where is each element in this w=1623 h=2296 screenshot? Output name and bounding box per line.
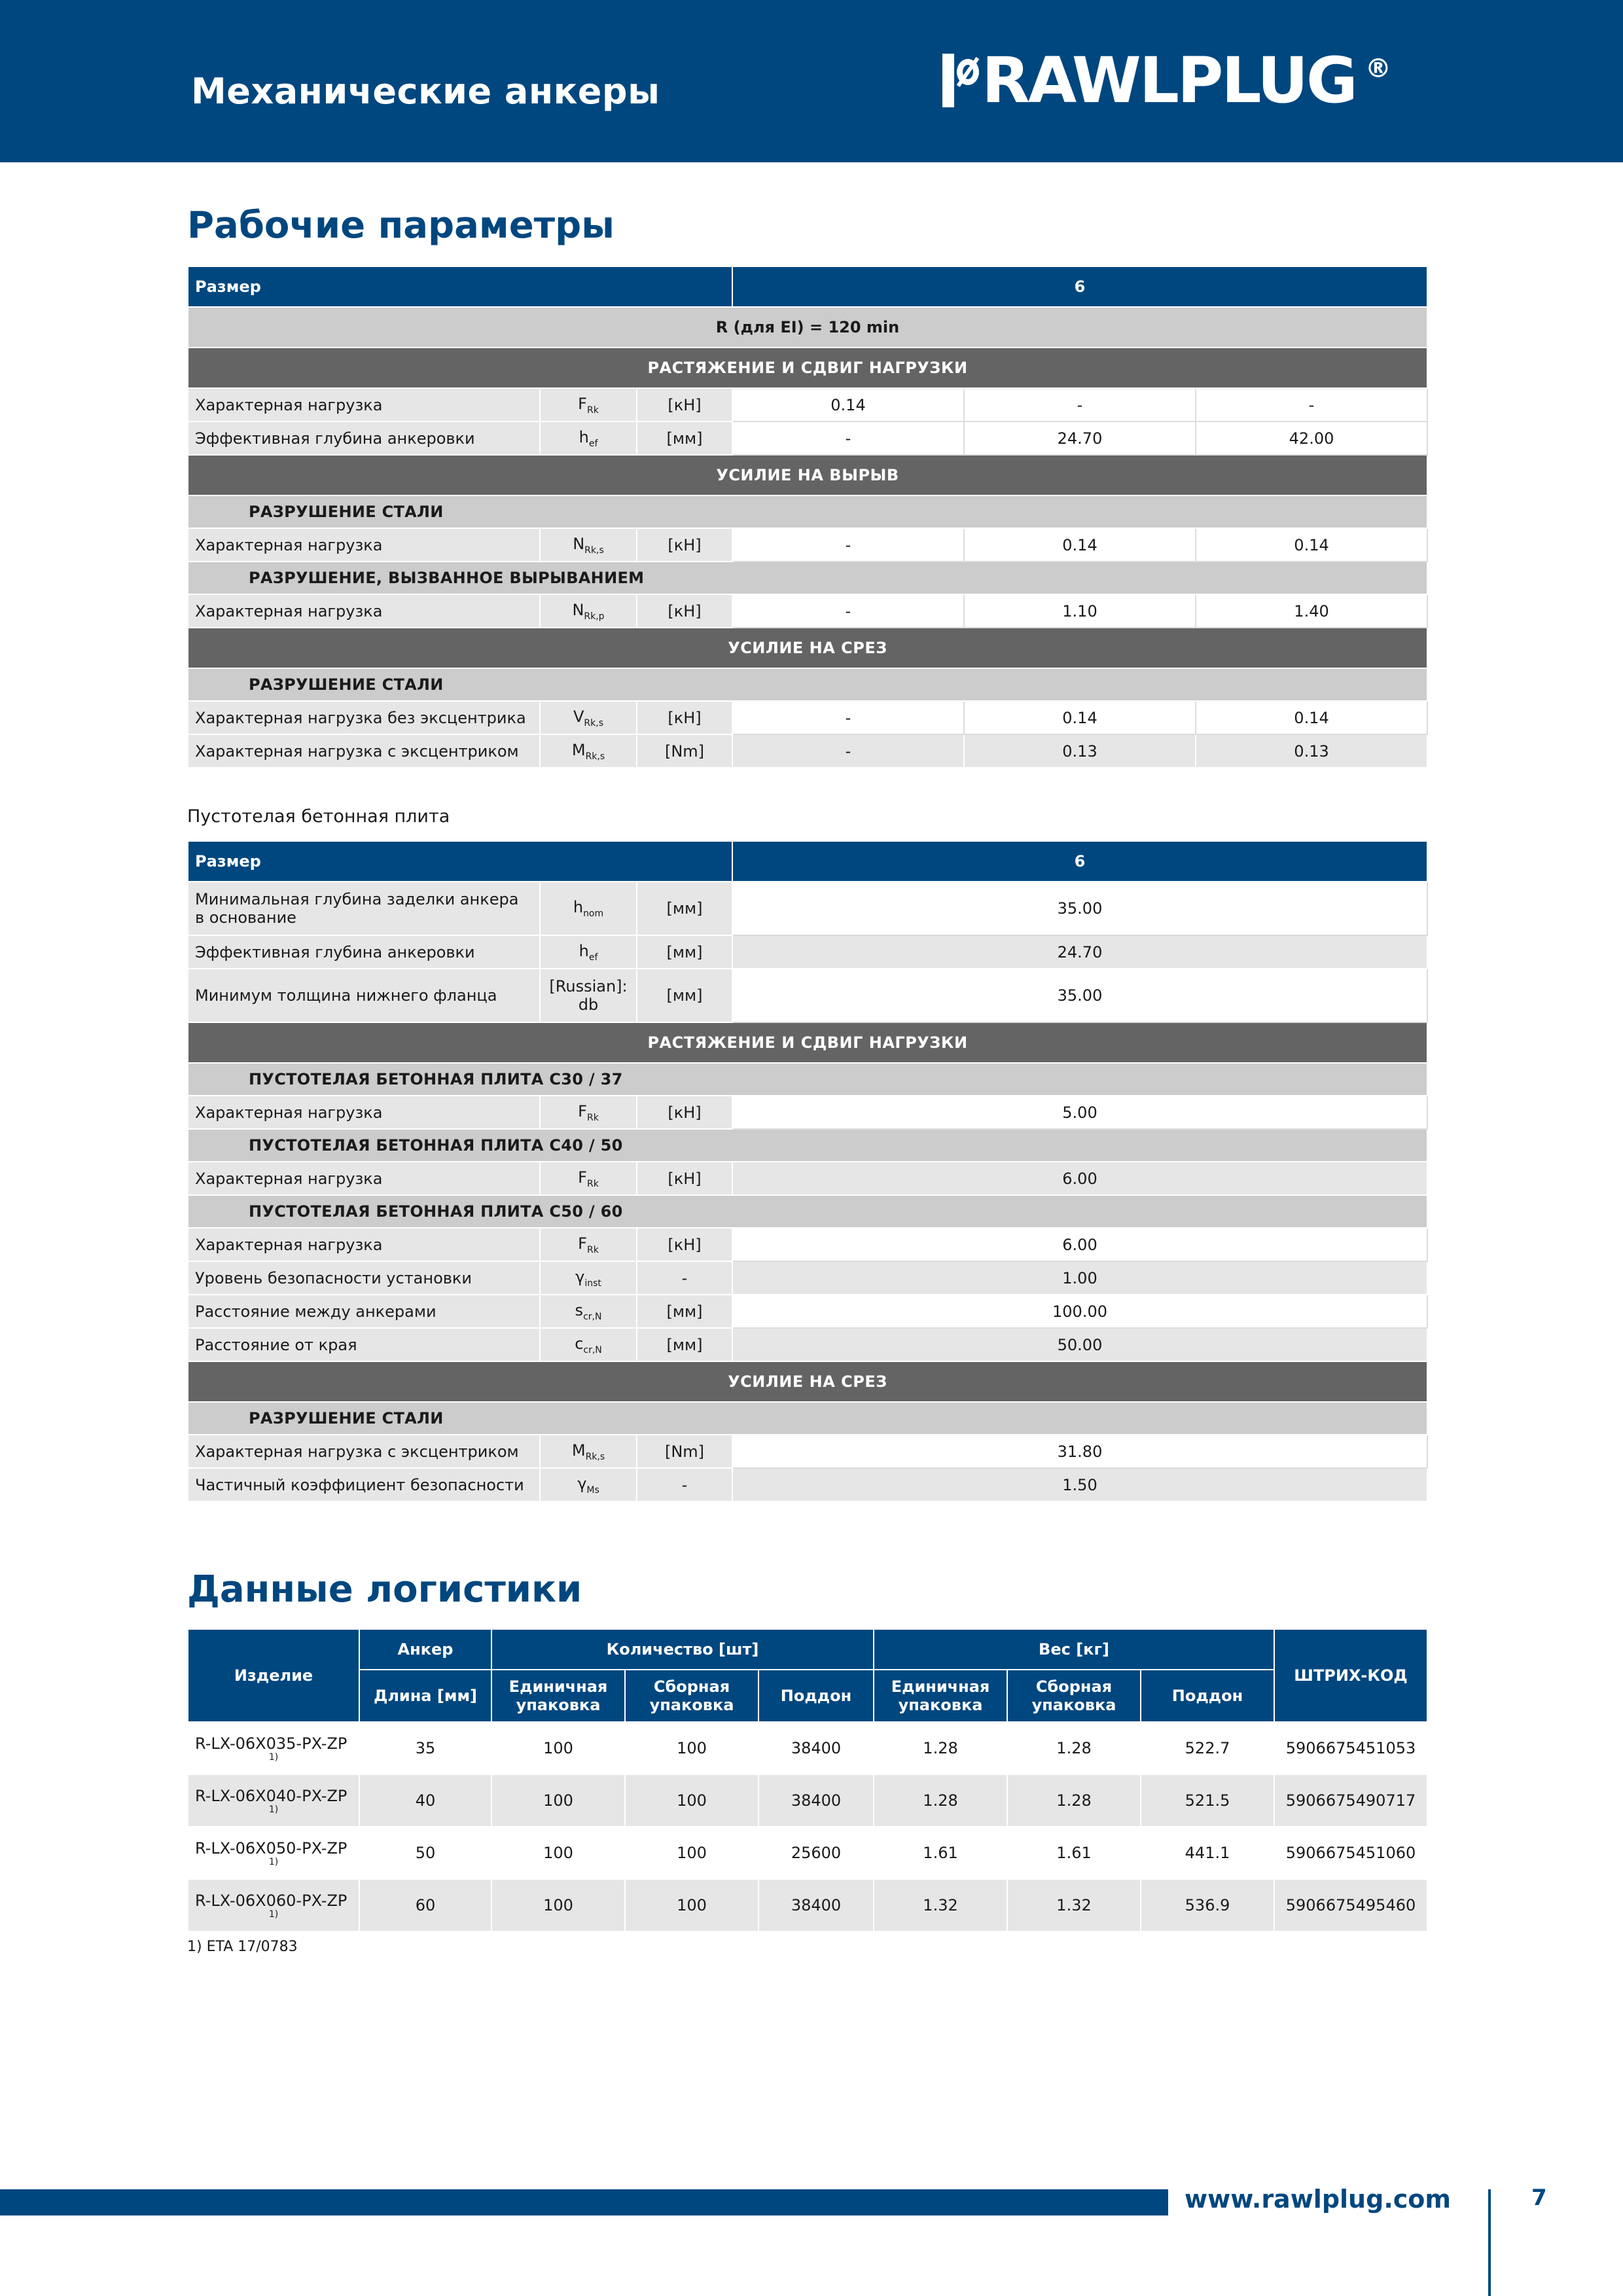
shear-heading: УСИЛИЕ НА СРЕЗ [188, 628, 1427, 668]
shear-heading: УСИЛИЕ НА СРЕЗ [188, 1361, 1427, 1402]
footer-bar [0, 2189, 1168, 2215]
pullout-failure-label: РАЗРУШЕНИЕ, ВЫЗВАННОЕ ВЫРЫВАНИЕМ [188, 562, 1427, 594]
logo-text: RAWLPLUG [982, 44, 1356, 117]
col-weight-unit-pack: Единичная упаковка [874, 1670, 1007, 1722]
table-row: R-LX-06X040-PX-ZP 1) 40 100 100 38400 1.28 1.28 521.5 5906675490717 [188, 1774, 1427, 1827]
table-row: Характерная нагрузка без эксцентрика $V_{Rk,s}$ [кН] - 0.14 0.14 [188, 701, 1427, 734]
table-row: Минимальная глубина заделки анкера в основание $h_{nom}$ [мм] 35.00 [188, 882, 1427, 935]
table-row: Характерная нагрузка $F_{Rk}$ [кН] 6.00 [188, 1162, 1427, 1195]
logistics-table [187, 1628, 1428, 1932]
footer-website-link[interactable]: www.rawlplug.com [1185, 2185, 1451, 2214]
size-header-row [188, 841, 1427, 882]
fire-resistance-row [188, 307, 1427, 348]
table-row: Расстояние от края $c_{cr,N}$ [мм] 50.00 [188, 1328, 1427, 1361]
table-row: Частичный коэффициент безопасности $\gamma_{Ms}$ - 1.50 [188, 1468, 1427, 1501]
subheading-row [188, 562, 1427, 594]
section-title-logistics: Данные логистики [187, 1568, 582, 1611]
col-length: Длина [мм] [359, 1670, 491, 1722]
subheading-row [188, 1195, 1427, 1228]
size-value: 6 [732, 841, 1427, 882]
col-weight-pallet: Поддон [1141, 1670, 1274, 1722]
subheading-row [188, 1063, 1427, 1096]
col-weight: Вес [кг] [874, 1629, 1274, 1670]
subheading-row [188, 495, 1427, 528]
shear-heading-row [188, 628, 1427, 668]
tension-heading: РАСТЯЖЕНИЕ И СДВИГ НАГРУЗКИ [188, 1022, 1427, 1063]
col-quantity: Количество [шт] [491, 1629, 874, 1670]
steel-failure-label: РАЗРУШЕНИЕ СТАЛИ [188, 495, 1427, 528]
shear-steel-failure-label: РАЗРУШЕНИЕ СТАЛИ [188, 668, 1427, 701]
table-row: Характерная нагрузка $F_{Rk}$ [кН] 0.14 - - [188, 388, 1427, 422]
table-row: Характерная нагрузка $N_{Rk,s}$ [кН] - 0.14 0.14 [188, 528, 1427, 562]
size-header-row [188, 266, 1427, 307]
footer-divider [1488, 2189, 1491, 2296]
table-row: Уровень безопасности установки $\gamma_{inst}$ - 1.00 [188, 1261, 1427, 1295]
tension-heading-row [188, 1022, 1427, 1063]
table-row: R-LX-06X035-PX-ZP 1) 35 100 100 38400 1.28 1.28 522.7 5906675451053 [188, 1722, 1427, 1774]
size-label: Размер [188, 841, 732, 882]
fire-resistance-label: R (для EI) = 120 min [188, 307, 1427, 348]
page-number: 7 [1531, 2185, 1547, 2211]
pullout-heading-row [188, 455, 1427, 495]
section-title-performance: Рабочие параметры [187, 204, 615, 247]
rawlplug-logo-icon [942, 54, 979, 107]
tension-heading: РАСТЯЖЕНИЕ И СДВИГ НАГРУЗКИ [188, 348, 1427, 388]
slab-c30-label: ПУСТОТЕЛАЯ БЕТОННАЯ ПЛИТА С30 / 37 [188, 1063, 1427, 1096]
table-row: Эффективная глубина анкеровки $h_{ef}$ [мм] 24.70 [188, 935, 1427, 969]
performance-table [187, 266, 1428, 768]
table-row: Минимум толщина нижнего фланца [Russian]: db [мм] 35.00 [188, 969, 1427, 1022]
hollow-slab-caption: Пустотелая бетонная плита [187, 806, 450, 827]
header-title: Механические анкеры [191, 71, 660, 112]
slab-c50-label: ПУСТОТЕЛАЯ БЕТОННАЯ ПЛИТА С50 / 60 [188, 1195, 1427, 1228]
slab-c40-label: ПУСТОТЕЛАЯ БЕТОННАЯ ПЛИТА С40 / 50 [188, 1129, 1427, 1162]
page-header [0, 0, 1623, 162]
col-weight-bulk-pack: Сборная упаковка [1007, 1670, 1141, 1722]
table-row: R-LX-06X060-PX-ZP 1) 60 100 100 38400 1.32 1.32 536.9 5906675495460 [188, 1879, 1427, 1931]
hollow-slab-table [187, 840, 1428, 1502]
size-value: 6 [732, 266, 1427, 307]
col-anchor: Анкер [359, 1629, 491, 1670]
tension-heading-row [188, 348, 1427, 388]
table-row: Расстояние между анкерами $s_{cr,N}$ [мм] 100.00 [188, 1295, 1427, 1328]
registered-mark: ® [1364, 54, 1391, 84]
table-row: Характерная нагрузка с эксцентриком $M_{Rk,s}$ [Nm] 31.80 [188, 1435, 1427, 1468]
size-label: Размер [188, 266, 732, 307]
subheading-row [188, 668, 1427, 701]
shear-steel-failure-label: РАЗРУШЕНИЕ СТАЛИ [188, 1402, 1427, 1435]
col-qty-unit-pack: Единичная упаковка [491, 1670, 625, 1722]
col-product: Изделие [188, 1629, 359, 1722]
subheading-row [188, 1129, 1427, 1162]
col-qty-pallet: Поддон [758, 1670, 874, 1722]
table-row: Характерная нагрузка с эксцентриком $M_{Rk,s}$ [Nm] - 0.13 0.13 [188, 734, 1427, 768]
table-row: Характерная нагрузка $N_{Rk,p}$ [кН] - 1.10 1.40 [188, 594, 1427, 628]
shear-heading-row [188, 1361, 1427, 1402]
table-row: Характерная нагрузка $F_{Rk}$ [кН] 6.00 [188, 1228, 1427, 1261]
table-row: Эффективная глубина анкеровки $h_{ef}$ [мм] - 24.70 42.00 [188, 422, 1427, 455]
col-barcode: ШТРИХ-КОД [1274, 1629, 1427, 1722]
table-row: Характерная нагрузка $F_{Rk}$ [кН] 5.00 [188, 1096, 1427, 1129]
pullout-heading: УСИЛИЕ НА ВЫРЫВ [188, 455, 1427, 495]
subheading-row [188, 1402, 1427, 1435]
rawlplug-logo [942, 44, 1391, 117]
col-qty-bulk-pack: Сборная упаковка [625, 1670, 758, 1722]
footnote: 1) ETA 17/0783 [187, 1939, 298, 1955]
table-row: R-LX-06X050-PX-ZP 1) 50 100 100 25600 1.61 1.61 441.1 5906675451060 [188, 1827, 1427, 1879]
